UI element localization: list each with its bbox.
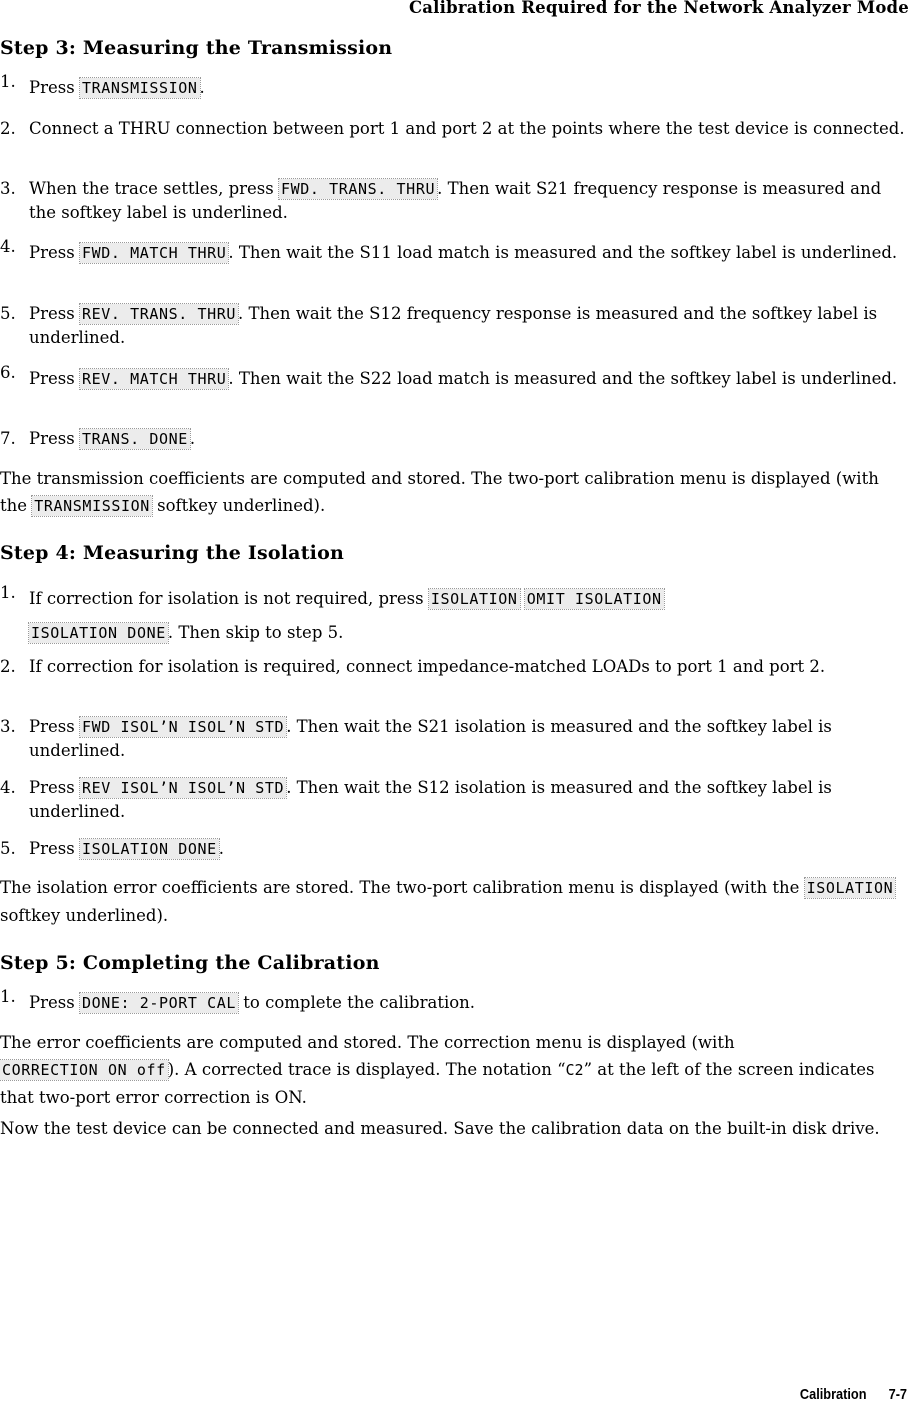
item-text: Press <box>29 304 80 323</box>
item-number: 5. <box>0 839 16 858</box>
item-text: Press <box>29 78 80 97</box>
item-text: . Then wait the S21 isolation is measured and the softkey label is underlined. <box>29 717 832 760</box>
step4-summary <box>0 874 905 929</box>
summary-text: The isolation error coefficients are stored. The two-port calibration menu is displayed (with the <box>0 878 805 897</box>
step4-heading: Step 4: Measuring the Isolation <box>0 542 344 564</box>
softkey-trans-done[interactable]: TRANS. DONE <box>81 430 188 448</box>
step3-item-2 <box>0 117 905 141</box>
softkey-fwd-match-thru[interactable]: FWD. MATCH THRU <box>81 244 227 262</box>
step3-item-4 <box>0 237 905 265</box>
item-text: Press <box>29 717 80 736</box>
item-number: 3. <box>0 179 16 198</box>
item-text: to complete the calibration. <box>238 993 476 1012</box>
step5-heading: Step 5: Completing the Calibration <box>0 952 380 974</box>
page-number: 7-7 <box>888 1386 907 1403</box>
item-number: 2. <box>0 657 16 676</box>
summary-text: The error coefficients are computed and stored. The correction menu is displayed (with <box>0 1033 735 1052</box>
item-number: 3. <box>0 717 16 736</box>
softkey-rev-match-thru[interactable]: REV. MATCH THRU <box>81 370 227 388</box>
softkey-isolation[interactable]: ISOLATION <box>430 590 518 608</box>
item-text: If correction for isolation is required, connect impedance-matched LOADs to port 1 and port 2. <box>29 657 826 676</box>
softkey-fwd-isoln-std[interactable]: FWD ISOL’N ISOL’N STD <box>81 718 285 736</box>
step3-item-1 <box>0 72 905 100</box>
step4-item-4 <box>0 776 905 824</box>
summary-text: softkey underlined). <box>151 496 326 515</box>
running-header: Calibration Required for the Network Analyzer Mode <box>408 0 909 17</box>
item-text: . Then wait the S12 frequency response is measured and the softkey label is underlined. <box>29 304 878 347</box>
item-number: 7. <box>0 429 16 448</box>
item-number: 6. <box>0 363 16 382</box>
item-text: . <box>218 839 225 858</box>
softkey-isolation-ref[interactable]: ISOLATION <box>806 879 894 897</box>
softkey-isolation-done[interactable]: ISOLATION DONE <box>31 624 166 642</box>
item-text: . <box>199 78 205 97</box>
step3-item-7 <box>0 427 905 451</box>
step3-item-6 <box>0 363 905 391</box>
summary-text: ” at the left of the screen indicates that two-port error correction is ON. <box>0 1060 875 1107</box>
item-text: Press <box>29 369 80 388</box>
item-number: 1. <box>0 987 16 1006</box>
item-text: . Then skip to step 5. <box>167 623 344 642</box>
softkey-transmission[interactable]: TRANSMISSION <box>81 79 198 97</box>
item-text: . Then wait the S22 load match is measured and the softkey label is underlined. <box>228 369 898 388</box>
softkey-fwd-trans-thru[interactable]: FWD. TRANS. THRU <box>280 180 436 198</box>
step3-heading: Step 3: Measuring the Transmission <box>0 37 393 59</box>
item-number: 2. <box>0 119 16 138</box>
item-text: Press <box>29 839 80 858</box>
step3-item-3 <box>0 177 905 225</box>
step4-item-3 <box>0 715 905 763</box>
softkey-done-2-port-cal[interactable]: DONE: 2-PORT CAL <box>81 994 237 1012</box>
item-number: 5. <box>0 304 16 323</box>
item-number: 1. <box>0 72 16 91</box>
item-number: 4. <box>0 237 16 256</box>
step4-item-5 <box>0 837 905 861</box>
step5-item-1 <box>0 987 905 1015</box>
item-text: If correction for isolation is not required, press <box>29 589 429 608</box>
item-text: . Then wait S21 frequency response is measured and the softkey label is underlined. <box>29 179 882 222</box>
item-number: 4. <box>0 778 16 797</box>
summary-text: The transmission coefficients are computed and stored. The two-port calibration menu is displayed (with the <box>0 469 879 515</box>
softkey-rev-trans-thru[interactable]: REV. TRANS. THRU <box>81 305 237 323</box>
step3-summary <box>0 465 905 520</box>
item-text: Press <box>29 429 80 448</box>
item-text: Press <box>29 993 80 1012</box>
item-text: . <box>189 429 196 448</box>
step4-item-1 <box>0 582 905 650</box>
step5-summary <box>0 1029 905 1111</box>
softkey-correction-on-off[interactable]: CORRECTION ON off <box>2 1061 166 1079</box>
step4-item-2 <box>0 655 905 679</box>
closing-paragraph: Now the test device can be connected and measured. Save the calibration data on the built-in disk drive. <box>0 1119 880 1138</box>
softkey-isolation-done-2[interactable]: ISOLATION DONE <box>81 840 217 858</box>
item-text: Press <box>29 243 80 262</box>
page-footer <box>800 1383 907 1407</box>
footer-section: Calibration <box>799 1386 867 1403</box>
summary-text: ). A corrected trace is displayed. The notation “ <box>167 1060 566 1079</box>
softkey-omit-isolation[interactable]: OMIT ISOLATION <box>526 590 662 608</box>
item-text: . Then wait the S12 isolation is measured and the softkey label is underlined. <box>29 778 832 821</box>
item-number: 1. <box>0 583 16 602</box>
softkey-transmission-ref[interactable]: TRANSMISSION <box>34 497 150 515</box>
item-text: Connect a THRU connection between port 1 and port 2 at the points where the test device is connected. <box>29 119 905 138</box>
item-text: . Then wait the S11 load match is measured and the softkey label is underlined. <box>228 243 898 262</box>
summary-text: softkey underlined). <box>0 906 169 925</box>
step3-item-5 <box>0 302 905 350</box>
item-text: Press <box>29 778 80 797</box>
softkey-rev-isoln-std[interactable]: REV ISOL’N ISOL’N STD <box>81 779 285 797</box>
item-text: When the trace settles, press <box>29 179 279 198</box>
notation-code: C2 <box>565 1061 584 1079</box>
